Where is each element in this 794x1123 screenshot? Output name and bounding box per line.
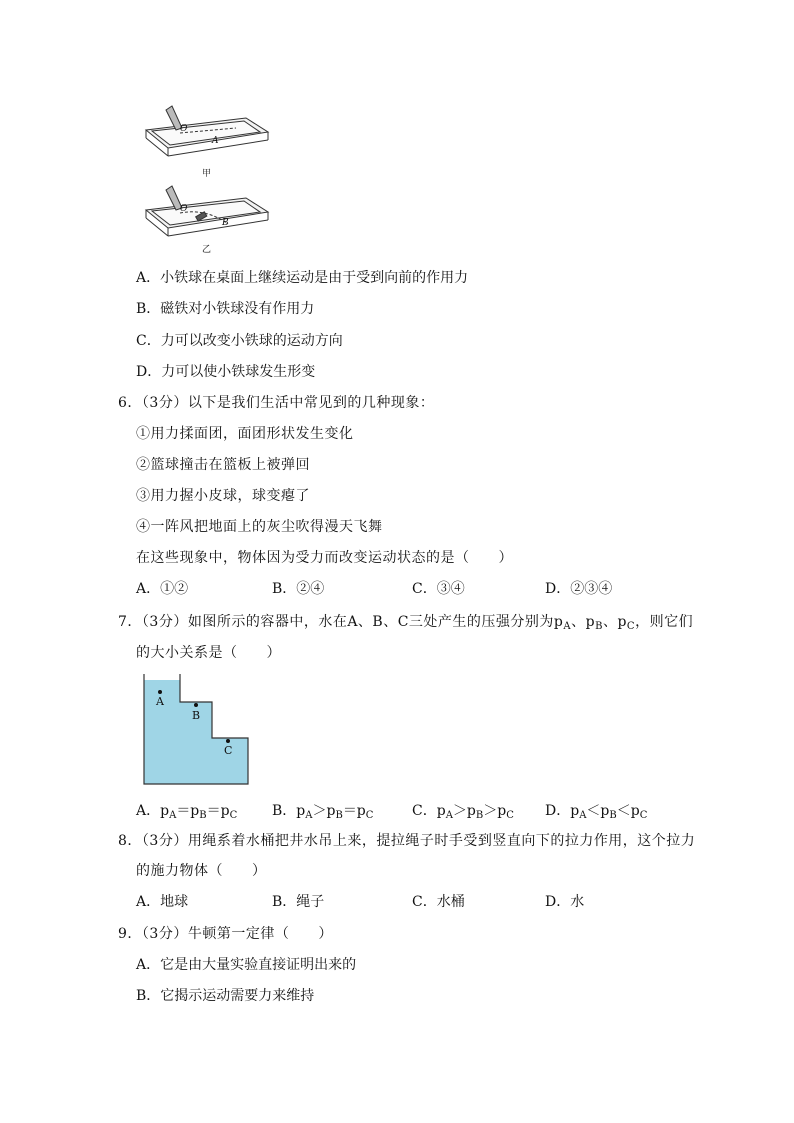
q9-stem: 9．（3分）牛顿第一定律（ ） [118,926,333,942]
q6-item-1: ①用力揉面团，面团形状发生变化 [136,426,354,442]
q6-option-b: B．②④ [272,581,325,597]
q7-container-figure [138,672,254,788]
q9-option-a: A．它是由大量实验直接证明出来的 [136,957,357,973]
q7-stem-line2: 的大小关系是（ ） [136,645,281,661]
label-O-bottom: O [180,204,188,214]
label-A-top: A [212,136,219,146]
q5-option-b: B．磁铁对小铁球没有作用力 [136,301,315,317]
q6-item-4: ④一阵风把地面上的灰尘吹得漫天飞舞 [136,519,383,535]
q5-option-a: A．小铁球在桌面上继续运动是由于受到向前的作用力 [136,270,469,286]
label-jia: 甲 [202,169,212,179]
q6-item-2: ②篮球撞击在篮板上被弹回 [136,457,310,473]
q7-sep1: 、p [571,614,596,630]
q7-option-b: B．$p_A>p_B=p_C$ [272,803,374,821]
q7-stem-line1 [118,613,693,636]
label-yi: 乙 [202,245,212,255]
q6-option-c: C．③④ [412,581,465,597]
q8-stem-line1: 8．（3分）用绳系着水桶把井水吊上来，提拉绳子时手受到竖直向下的拉力作用，这个拉力 [118,833,696,849]
q7-label-b: B [192,709,201,722]
q6-option-a: A．①② [136,581,189,597]
q7-stem-text: 7．（3分）如图所示的容器中，水在A、B、C三处产生的压强分别为p [118,614,564,630]
q7-sub-c: C [626,621,636,632]
q5-option-d: D．力可以使小铁球发生形变 [136,364,316,380]
q7-sub-b: B [595,621,603,632]
q7-option-d: D．$p_A<p_B<p_C$ [545,803,648,821]
q7-sub-a: A [563,621,572,632]
q7-sep2: 、p [602,614,627,630]
q6-item-3: ③用力握小皮球，球变瘪了 [136,488,310,504]
label-O-top: O [180,124,188,134]
label-B-bottom: B [222,218,229,228]
q6-stem: 6．（3分）以下是我们生活中常见到的几种现象： [118,395,435,411]
q8-stem-line2: 的施力物体（ ） [136,863,267,879]
q6-question: 在这些现象中，物体因为受力而改变运动状态的是（ ） [136,550,513,566]
container-illustration [138,672,254,788]
q7-option-c: C．$p_A>p_B>p_C$ [412,803,514,821]
q8-option-b: B．绳子 [272,894,325,910]
q8-option-d: D．水 [545,894,585,910]
q8-option-c: C．水桶 [412,894,465,910]
q7-stem-tail: ，则它们 [635,614,694,630]
q7-label-c: C [224,744,233,757]
q6-option-d: D．②③④ [545,581,613,597]
q7-option-a: A．$p_A=p_B=p_C$ [136,803,238,821]
q7-label-a: A [156,695,164,708]
tables-illustration [136,100,276,260]
q8-option-a: A．地球 [136,894,189,910]
figure-tables [136,100,276,260]
q9-option-b: B．它揭示运动需要力来维持 [136,988,315,1004]
q5-option-c: C．力可以改变小铁球的运动方向 [136,333,343,349]
